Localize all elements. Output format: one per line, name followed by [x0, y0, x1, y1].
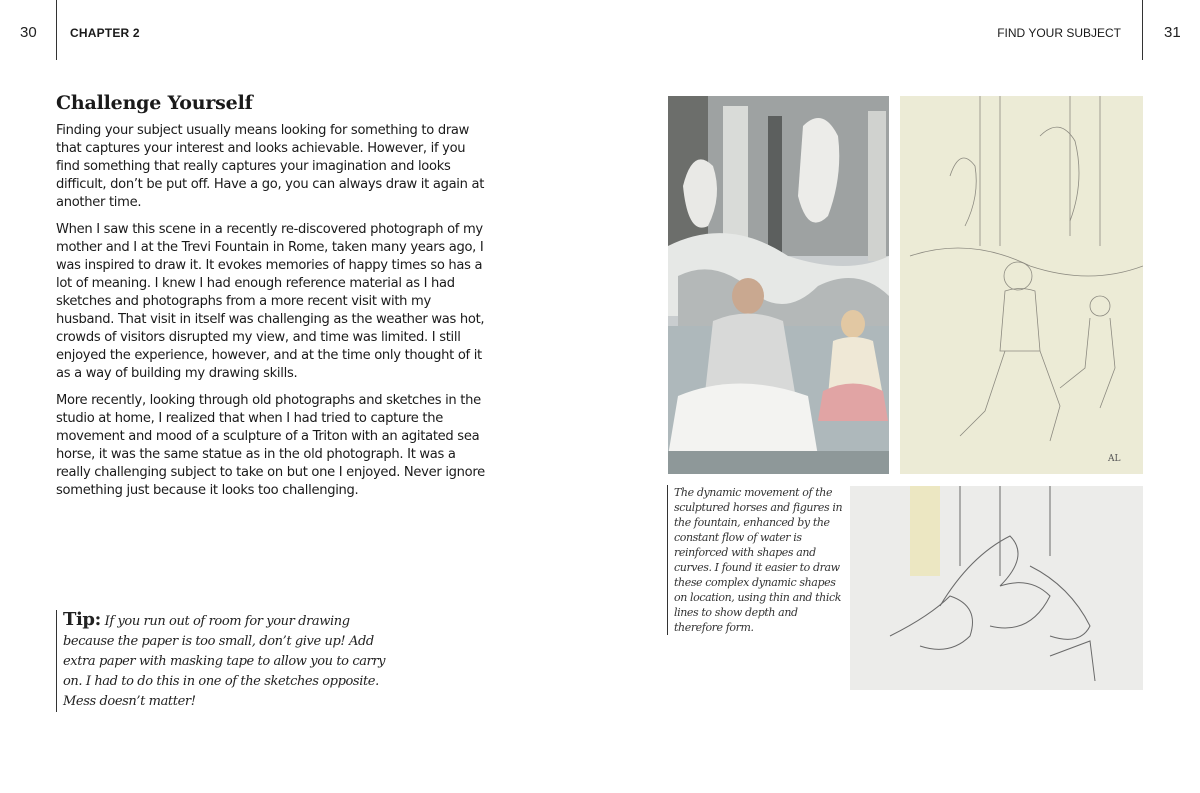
right-page-number: 31: [1164, 24, 1181, 41]
fountain-figures-sketch: [900, 96, 1143, 474]
section-label: FIND YOUR SUBJECT: [997, 26, 1121, 40]
paragraph-2: When I saw this scene in a recently re-discovered photograph of my mother and I at the Trevi Fountain in Rome, taken many years ago, I was inspired to draw it. It evokes memories of happy times so has a lot of meaning. I knew I had enough reference material as I had sketches and photographs from a more recent visit with my husband. That visit in itself was challenging as the weather was hot, crowds of visitors disrupted my view, and time was limited. I still enjoyed the experience, however, and at the time only thought of it as a way of building my drawing skills.: [56, 222, 485, 381]
paragraph-3: More recently, looking through old photographs and sketches in the studio at home, I realized that when I had tried to capture the movement and mood of a sculpture of a Triton with an agitated sea horse, it was the same statue as in the old photograph. It was a really challenging subject to take on but one I enjoyed. Never ignore something just because it looks too challenging.: [56, 393, 485, 498]
section-title: Challenge Yourself: [56, 92, 253, 114]
figure-caption: The dynamic movement of the sculptured horses and figures in the fountain, enhanced by the constant flow of water is reinforced with shapes and curves. I found it easier to draw these complex dynamic shapes on location, using thin and thick lines to show depth and therefore form.: [667, 485, 844, 635]
chapter-label: CHAPTER 2: [70, 26, 140, 40]
trevi-fountain-photo: [668, 96, 889, 474]
tip-text: If you run out of room for your drawing because the paper is too small, don’t give up! Add extra paper with masking tape to allow you to carry on. I had to do this in one of the sketches opposite. Mess doesn’t matter!: [63, 614, 386, 709]
header-rule-left: [56, 0, 57, 60]
paragraph-1: Finding your subject usually means looking for something to draw that captures your interest and looks achievable. However, if you find something that really captures your imagination and looks difficult, don’t be put off. Have a go, you can always draw it again at another time.: [56, 123, 485, 210]
article-body: [56, 122, 486, 509]
tip-label: Tip:: [63, 609, 101, 630]
left-page-number: 30: [20, 24, 37, 41]
svg-text:AL: AL: [1108, 454, 1121, 464]
sea-horse-sketch: [850, 486, 1143, 690]
tip-box: [56, 610, 393, 712]
header-rule-right: [1142, 0, 1143, 60]
